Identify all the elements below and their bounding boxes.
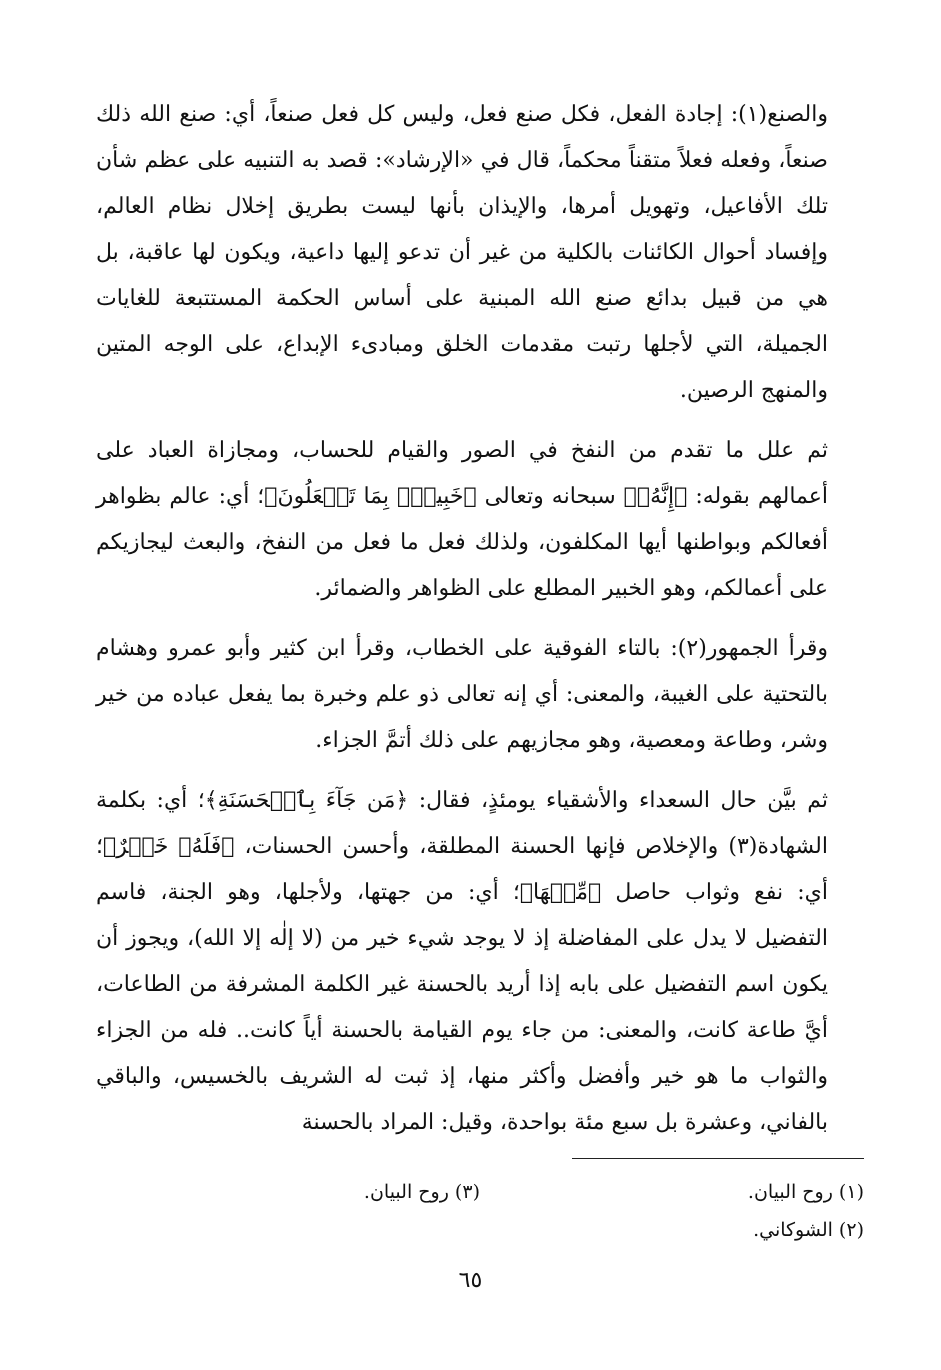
footnotes [96,1158,864,1249]
paragraph-1: والصنع(١): إجادة الفعل، فكل صنع فعل، وليس كل فعل صنعاً، أي: صنع الله ذلك صنعاً، وفعله فعلاً متقناً محكماً، قال في «الإرشاد»: قصد به التنبيه على عظم شأن تلك الأفاعيل، وتهويل أمرها، والإيذان بأنها ليست بطريق إخلال نظام العالم، وإفساد أحوال الكائنات بالكلية من غير أن تدعو إليها داعية، ويكون لها عاقبة، بل هي من قبيل بدائع صنع الله المبنية على أساس الحكمة المستتبعة للغايات الجميلة، التي لأجلها رتبت مقدمات الخلق ومبادىء الإبداع، على الوجه المتين والمنهج الرصين. [96,102,828,403]
page-number: ٦٥ [458,1268,483,1293]
paragraph-3: وقرأ الجمهور(٢): بالتاء الفوقية على الخطاب، وقرأ ابن كثير وأبو عمرو وهشام بالتحتية على الغيبة، والمعنى: أي إنه تعالى ذو علم وخبرة بما يفعل عباده من خير وشر، وطاعة ومعصية، وهو مجازيهم على ذلك أتمَّ الجزاء. [96,636,828,753]
footnote-row-2 [96,1211,864,1249]
footnote-2: (٢) الشوكاني. [753,1219,864,1241]
footnote-row-1 [96,1173,864,1211]
footnote-1: (١) روح البيان. [747,1181,864,1203]
page-body [96,92,864,1146]
paragraph-2: ثم علل ما تقدم من النفخ في الصور والقيام للحساب، ومجازاة العباد على أعمالهم بقوله: ﴿إِنَّهُۥ﴾ سبحانه وتعالى ﴿خَبِيرٌۢ بِمَا تَفۡعَلُونَ﴾؛ أي: عالم بظواهر أفعالكم وبواطنها أيها المكلفون، ولذلك فعل ما فعل من النفخ، والبعث ليجازيكم على أعمالكم، وهو الخبير المطلع على الظواهر والضمائر. [96,438,828,601]
footnote-3: (٣) روح البيان. [363,1181,480,1203]
paragraph-4: ثم بيَّن حال السعداء والأشقياء يومئذٍ، فقال: ﴿مَن جَآءَ بِٱلۡحَسَنَةِ﴾؛ أي: بكلمة الشهادة(٣) والإخلاص فإنها الحسنة المطلقة، وأحسن الحسنات، ﴿فَلَهُۥ خَيۡرٌ﴾؛ أي: نفع وثواب حاصل ﴿مِّنۡهَا﴾؛ أي: من جهتها، ولأجلها، وهو الجنة، فاسم التفضيل لا يدل على المفاضلة إذ لا يوجد شيء خير من (لا إلٰه إلا الله)، ويجوز أن يكون اسم التفضيل على بابه إذا أريد بالحسنة غير الكلمة المشرفة من الطاعات، أيَّ طاعة كانت، والمعنى: من جاء يوم القيامة بالحسنة أياً كانت.. فله من الجزاء والثواب ما هو خير وأفضل وأكثر منها، إذ ثبت له الشريف بالخسيس، والباقي بالفاني، وعشرة بل سبع مئة بواحدة، وقيل: المراد بالحسنة [96,788,828,1135]
footnote-divider [572,1158,864,1159]
